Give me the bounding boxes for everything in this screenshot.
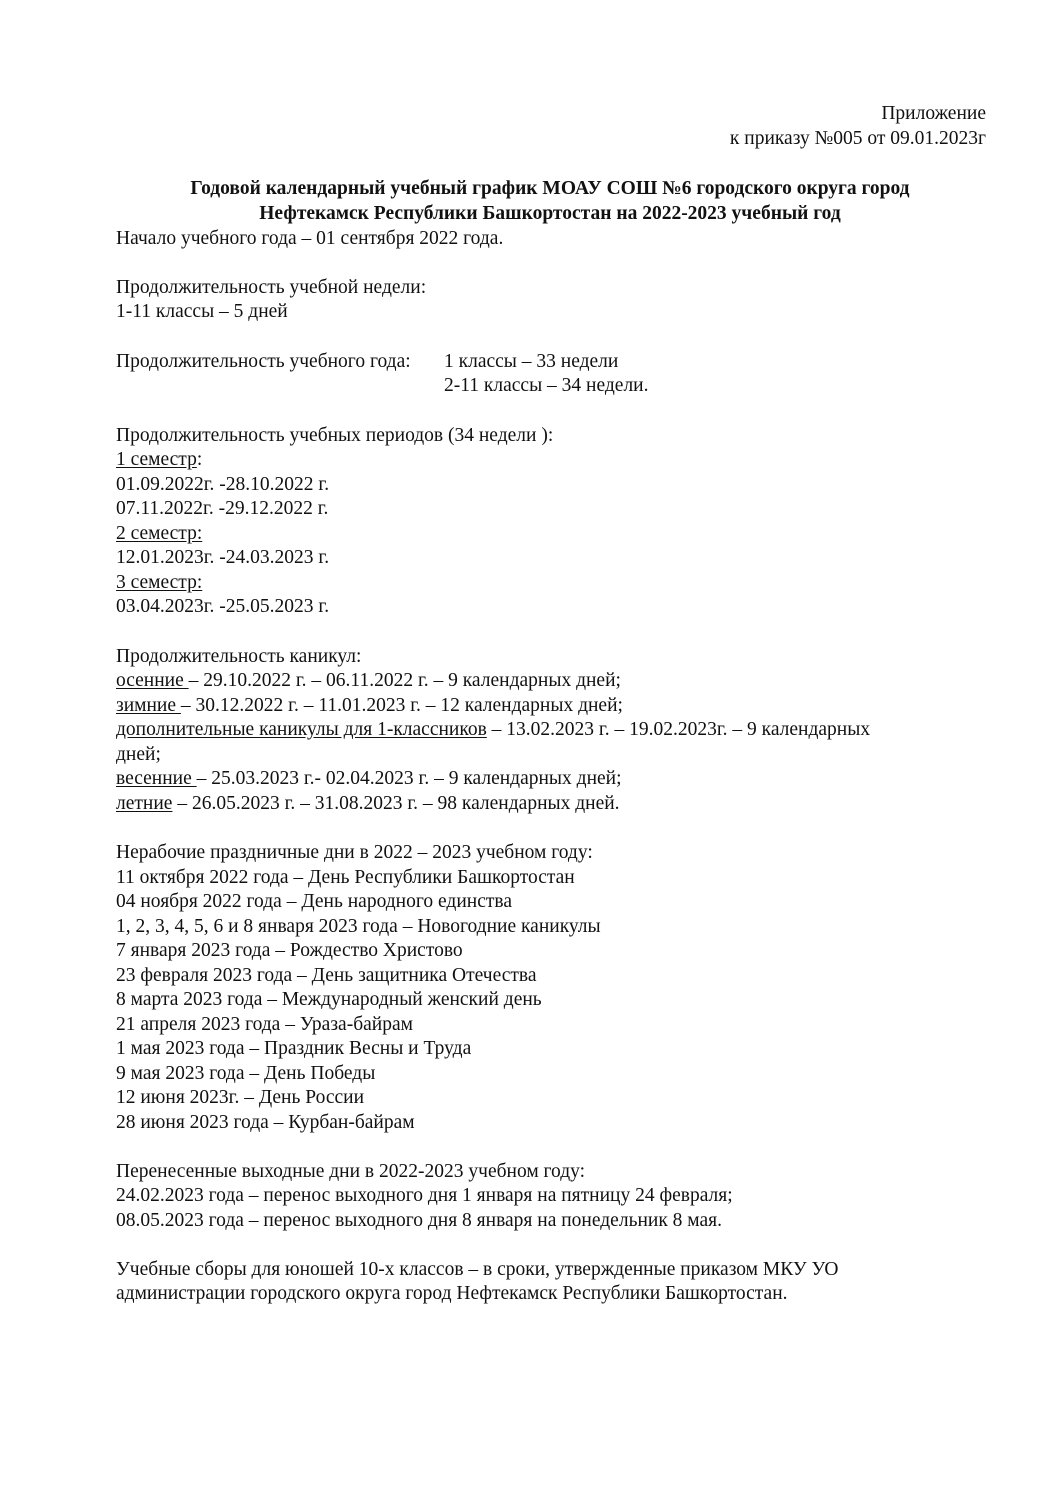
holiday-spring-label: весенние	[116, 768, 197, 789]
public-holiday-item: 28 июня 2023 года – Курбан-байрам	[116, 1112, 415, 1133]
semester-1-range-a: 01.09.2022г. -28.10.2022 г.	[116, 474, 330, 495]
public-holiday-item: 12 июня 2023г. – День России	[116, 1087, 365, 1108]
periods-heading: Продолжительность учебных периодов (34 недели ):	[116, 425, 554, 446]
semester-2-title: 2 семестр:	[116, 523, 203, 544]
transfer-item: 08.05.2023 года – перенос выходного дня 8 января на понедельник 8 мая.	[116, 1210, 723, 1231]
public-holiday-item: 21 апреля 2023 года – Ураза-байрам	[116, 1014, 413, 1035]
document-title-line-1: Годовой календарный учебный график МОАУ СОШ №6 городского округа город	[190, 178, 910, 199]
holiday-autumn-dates: – 29.10.2022 г. – 06.11.2022 г. – 9 календарных дней;	[188, 670, 621, 691]
holiday-extra-dates: – 13.02.2023 г. – 19.02.2023г. – 9 календарных	[486, 719, 871, 740]
public-holiday-item: 23 февраля 2023 года – День защитника Отечества	[116, 965, 537, 986]
public-holiday-item: 1 мая 2023 года – Праздник Весны и Труда	[116, 1038, 472, 1059]
holiday-extra-continuation: дней;	[116, 744, 161, 765]
public-holiday-item: 11 октября 2022 года – День Республики Башкортостан	[116, 867, 575, 888]
semester-3-title: 3 семестр:	[116, 572, 203, 593]
week-duration-heading: Продолжительность учебной недели:	[116, 277, 427, 298]
week-duration-value: 1-11 классы – 5 дней	[116, 301, 288, 322]
holiday-spring	[116, 767, 622, 792]
appendix-label: Приложение	[881, 103, 986, 124]
semester-3-range: 03.04.2023г. -25.05.2023 г.	[116, 596, 330, 617]
holiday-winter-dates: – 30.12.2022 г. – 11.01.2023 г. – 12 календарных дней;	[180, 695, 623, 716]
holiday-winter	[116, 694, 623, 719]
holiday-summer	[116, 792, 620, 817]
public-holiday-item: 1, 2, 3, 4, 5, 6 и 8 января 2023 года – Новогодние каникулы	[116, 916, 601, 937]
public-holiday-item: 8 марта 2023 года – Международный женский день	[116, 989, 542, 1010]
semester-2-label	[116, 522, 202, 547]
transfers-heading: Перенесенные выходные дни в 2022-2023 учебном году:	[116, 1161, 586, 1182]
holiday-extra	[116, 718, 870, 743]
public-holidays-heading: Нерабочие праздничные дни в 2022 – 2023 учебном году:	[116, 842, 593, 863]
holiday-extra-label: дополнительные каникулы для 1-классников	[116, 719, 487, 740]
public-holiday-item: 7 января 2023 года – Рождество Христово	[116, 940, 463, 961]
training-camp-line-1: Учебные сборы для юношей 10-х классов – в сроки, утвержденные приказом МКУ УО	[116, 1259, 839, 1280]
school-year-start: Начало учебного года – 01 сентября 2022 года.	[116, 228, 504, 249]
semester-1-range-b: 07.11.2022г. -29.12.2022 г.	[116, 498, 329, 519]
document-title-line-2: Нефтекамск Республики Башкортостан на 2022-2023 учебный год	[259, 203, 841, 224]
holiday-autumn-label: осенние	[116, 670, 189, 691]
holiday-summer-label: летние	[116, 793, 173, 814]
semester-2-range: 12.01.2023г. -24.03.2023 г.	[116, 547, 330, 568]
semester-1-title: 1 семестр	[116, 449, 197, 470]
holiday-spring-dates: – 25.03.2023 г.- 02.04.2023 г. – 9 календарных дней;	[196, 768, 622, 789]
semester-1-colon: :	[196, 449, 203, 470]
order-reference: к приказу №005 от 09.01.2023г	[729, 128, 986, 149]
training-camp-line-2: администрации городского округа город Нефтекамск Республики Башкортостан.	[116, 1283, 788, 1304]
public-holiday-item: 04 ноября 2022 года – День народного единства	[116, 891, 512, 912]
holiday-autumn	[116, 669, 621, 694]
holiday-winter-label: зимние	[116, 695, 181, 716]
semester-3-label	[116, 571, 202, 596]
semester-1-label	[116, 448, 202, 473]
holidays-heading: Продолжительность каникул:	[116, 646, 362, 667]
transfer-item: 24.02.2023 года – перенос выходного дня 1 января на пятницу 24 февраля;	[116, 1185, 733, 1206]
year-duration-grades2-11: 2-11 классы – 34 недели.	[444, 375, 649, 396]
year-duration-grade1: 1 классы – 33 недели	[444, 351, 619, 372]
public-holiday-item: 9 мая 2023 года – День Победы	[116, 1063, 376, 1084]
holiday-summer-dates: – 26.05.2023 г. – 31.08.2023 г. – 98 календарных дней.	[172, 793, 620, 814]
year-duration-heading: Продолжительность учебного года:	[116, 351, 411, 372]
